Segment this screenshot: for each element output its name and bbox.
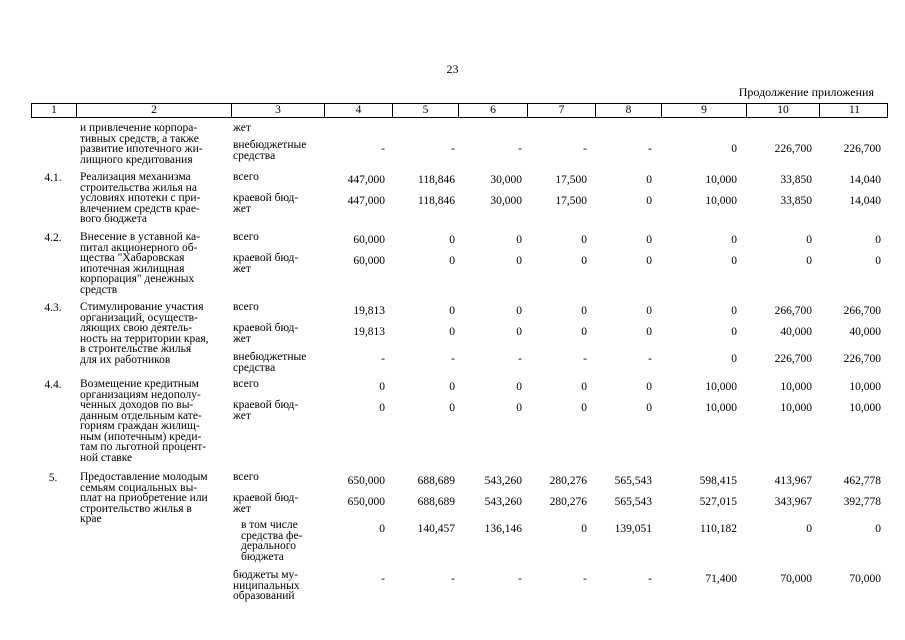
row-index: 4.3. [44,302,62,314]
table-cell-value: 447,000 [347,174,385,186]
funding-source-line: средства [233,149,276,162]
table-cell-value: 30,000 [490,174,522,186]
table-cell-value: 70,000 [780,573,812,585]
description-line: там по льготной процент- [80,441,207,453]
table-cell-value: 527,015 [699,496,737,508]
description-line: ченных доходов по вы- [80,399,194,411]
table-cell-value: 447,000 [347,195,385,207]
table-cell-value: 60,000 [353,234,385,246]
header-cell-10: 10 [746,104,819,117]
table-cell-value: 110,182 [700,523,737,535]
funding-source-line: всего [233,231,259,243]
table-cell-value: - [451,353,455,365]
description-line: влечением средств крае- [80,202,200,215]
table-cell-value: 0 [731,234,737,246]
table-cell-value: 10,000 [705,381,737,393]
description-line: вого бюджета [80,213,148,225]
table-cell-value: 0 [731,255,737,267]
funding-source-line: всего [233,301,259,313]
table-cell-value: - [518,353,522,365]
row-index: 5. [48,472,58,484]
funding-source-line: жет [233,262,251,275]
table-cell-value: 343,967 [774,496,812,508]
funding-source-line: краевой бюд- [233,492,299,504]
table-cell-value: 0 [875,523,881,535]
table-cell-value: 0 [516,402,522,414]
table-cell-value: 0 [646,195,652,207]
description-line: данным отдельным кате- [80,409,202,422]
table-cell-value: 10,000 [705,195,737,207]
funding-source-line: краевой бюд- [233,399,299,411]
table-cell-value: 40,000 [849,326,881,338]
table-cell-value: 392,778 [843,496,881,508]
header-cell-1: 1 [51,104,57,116]
table-cell-value: 0 [731,326,737,338]
table-cell-value: 140,457 [417,523,455,535]
table-cell-value: 0 [646,305,652,317]
table-cell-value: 280,276 [549,475,587,487]
table-cell-value: - [648,143,652,155]
table-cell-value: 0 [449,402,455,414]
row-description [80,172,200,225]
table-cell-value: 19,813 [353,326,385,338]
funding-source-line: образований [233,590,295,602]
funding-source-line: внебюджетные [233,351,307,363]
page-number: 23 [446,62,459,76]
table-cell-value: 30,000 [490,195,522,207]
description-line: организациям недополу- [80,388,201,401]
table-cell-value: 118,846 [418,195,455,207]
table-cell-value: 0 [646,381,652,393]
table-cell-value: 0 [449,234,455,246]
funding-source-label [233,352,306,373]
table-cell-value: 10,000 [705,174,737,186]
funding-source-line: жет [233,202,251,215]
funding-source-line: в том числе [241,519,298,531]
funding-source-label [233,570,300,602]
table-cell-value: 136,146 [484,523,522,535]
description-line: Стимулирование участия [80,301,204,313]
description-line: гориям граждан жилищ- [80,420,200,432]
table-cell-value: 0 [581,255,587,267]
funding-source-line: краевой бюд- [233,322,299,334]
description-line: ипотечная жилищная [80,262,185,275]
table-cell-value: 10,000 [849,381,881,393]
funding-source-line: всего [233,378,259,390]
table-cell-value: 0 [516,381,522,393]
row-description [80,302,209,365]
header-cell-11: 11 [819,104,889,117]
description-line: развитие ипотечного жи- [80,143,203,155]
table-cell-value: 10,000 [849,402,881,414]
table-cell-value: 19,813 [353,305,385,317]
description-line: семьям социальных вы- [80,481,198,494]
table-cell-value: 543,260 [484,475,522,487]
row-description [80,232,200,295]
table-cell-value: - [518,573,522,585]
description-line: строительства жилья на [80,181,197,194]
table-cell-value: 10,000 [705,402,737,414]
table-cell-value: 650,000 [347,496,385,508]
table-cell-value: 0 [646,402,652,414]
description-line: ность на территории края, [80,332,209,345]
header-cell-6: 6 [458,104,527,117]
funding-source-line: средства [233,361,276,374]
description-line: строительство жилья в [80,502,192,515]
table-cell-value: 0 [646,234,652,246]
funding-source-label [233,302,259,313]
table-cell-value: 462,778 [843,475,881,487]
funding-source-line: внебюджетные [233,139,307,151]
table-cell-value: 0 [379,523,385,535]
table-cell-value: 0 [581,326,587,338]
table-cell-value: - [518,143,522,155]
table-cell-value: 0 [516,326,522,338]
table-cell-value: 0 [806,523,812,535]
description-line: Возмещение кредитным [80,378,199,390]
funding-source-label [233,472,259,483]
table-cell-value: 0 [646,174,652,186]
table-cell-value: 0 [516,234,522,246]
table-cell-value: - [451,143,455,155]
table-header [31,103,888,118]
funding-source-line: жет [233,122,251,134]
table-cell-value: 598,415 [699,475,737,487]
funding-source-line: бюджеты му- [233,569,299,581]
table-cell-value: 0 [875,255,881,267]
header-cell-8: 8 [595,104,661,117]
description-line: корпорация" денежных [80,273,195,285]
funding-source-label [233,193,298,214]
funding-source-label [233,140,306,161]
funding-source-line: всего [233,171,259,183]
row-index: 4.2. [44,232,62,244]
table-cell-value: - [583,353,587,365]
description-line: в строительстве жилья [80,343,192,355]
table-cell-value: 0 [449,305,455,317]
table-cell-value: 17,500 [555,174,587,186]
description-line: Внесение в уставной ка- [80,231,200,243]
table-cell-value: 10,000 [780,381,812,393]
description-line: Реализация механизма [80,171,191,183]
table-cell-value: - [583,143,587,155]
table-cell-value: 543,260 [484,496,522,508]
table-cell-value: 0 [581,402,587,414]
table-cell-value: 565,543 [614,475,652,487]
row-index: 4.1. [44,172,62,184]
table-cell-value: 0 [449,381,455,393]
row-index: 4.4. [44,379,62,391]
table-cell-value: 688,689 [417,496,455,508]
funding-source-line: краевой бюд- [233,192,299,204]
table-cell-value: - [583,573,587,585]
table-cell-value: 226,700 [774,143,812,155]
header-cell-7: 7 [527,104,595,117]
header-cell-2: 2 [76,104,231,117]
description-line: ной ставке [80,451,133,464]
table-cell-value: 0 [646,326,652,338]
table-cell-value: 226,700 [843,353,881,365]
table-cell-value: 0 [731,353,737,365]
table-cell-value: 226,700 [774,353,812,365]
table-cell-value: - [648,573,652,585]
description-line: плат на приобретение или [80,492,208,504]
table-cell-value: 33,850 [780,195,812,207]
funding-source-label [233,400,298,421]
table-cell-value: 17,500 [555,195,587,207]
header-cell-5: 5 [392,104,458,117]
table-cell-value: 0 [379,381,385,393]
table-cell-value: 0 [581,523,587,535]
description-line: питал акционерного об- [80,241,198,254]
description-line: Предоставление молодым [80,471,208,483]
table-cell-value: 0 [449,255,455,267]
table-cell-value: - [451,573,455,585]
table-cell-value: - [381,143,385,155]
funding-source-line: жет [233,332,251,345]
description-line: для их работников [80,353,171,366]
table-cell-value: 0 [581,381,587,393]
funding-source-label [233,323,298,344]
table-cell-value: 266,700 [843,305,881,317]
row-description [80,379,206,463]
table-cell-value: 0 [581,234,587,246]
table-cell-value: 0 [516,255,522,267]
table-cell-value: 280,276 [549,496,587,508]
table-cell-value: 33,850 [780,174,812,186]
description-line: тивных средств, а также [80,132,199,145]
row-description [80,123,203,165]
table-cell-value: 139,051 [614,523,652,535]
table-cell-value: 0 [731,143,737,155]
table-cell-value: 0 [646,255,652,267]
table-cell-value: 266,700 [774,305,812,317]
funding-source-label [233,493,298,514]
table-cell-value: - [648,353,652,365]
description-line: условиях ипотеки с при- [80,192,201,204]
table-cell-value: 0 [449,326,455,338]
description-line: и привлечение корпора- [80,122,198,134]
table-cell-value: 650,000 [347,475,385,487]
description-line: крае [80,513,102,525]
table-cell-value: 40,000 [780,326,812,338]
table-cell-value: 0 [806,234,812,246]
description-line: ным (ипотечным) креди- [80,430,202,443]
table-cell-value: 14,040 [849,174,881,186]
funding-source-label [241,520,302,562]
description-line: ляющих свою деятель- [80,322,193,334]
table-cell-value: 0 [731,305,737,317]
funding-source-line: бюджета [241,550,284,563]
table-cell-value: 413,967 [774,475,812,487]
table-cell-value: 565,543 [614,496,652,508]
funding-source-line: ниципальных [233,579,300,592]
funding-source-line: всего [233,471,259,483]
funding-source-line: дерального [241,540,296,552]
funding-source-line: средства фе- [241,529,303,542]
table-cell-value: 0 [875,234,881,246]
table-cell-value: 118,846 [418,174,455,186]
table-cell-value: 0 [516,305,522,317]
description-line: средств [80,283,118,296]
funding-source-line: жет [233,502,251,515]
description-line: организаций, осуществ- [80,311,198,324]
table-cell-value: - [381,353,385,365]
table-cell-value: 688,689 [417,475,455,487]
table-cell-value: 14,040 [849,195,881,207]
header-cell-4: 4 [324,104,392,117]
table-cell-value: 0 [379,402,385,414]
description-line: щества "Хабаровская [80,252,185,264]
funding-source-label [233,379,259,390]
funding-source-label [233,172,259,183]
funding-source-label [233,253,298,274]
table-cell-value: - [381,573,385,585]
funding-source-line: краевой бюд- [233,252,299,264]
table-cell-value: 70,000 [849,573,881,585]
row-description [80,472,208,525]
description-line: лищного кредитования [80,153,193,166]
table-cell-value: 60,000 [353,255,385,267]
header-cell-3: 3 [231,104,324,117]
funding-source-line: жет [233,409,251,422]
header-cell-9: 9 [661,104,746,117]
table-cell-value: 71,400 [705,573,737,585]
funding-source-label [233,123,251,134]
table-cell-value: 0 [806,255,812,267]
table-cell-value: 226,700 [843,143,881,155]
continuation-label: Продолжение приложения [738,85,874,99]
table-cell-value: 0 [581,305,587,317]
funding-source-label [233,232,259,243]
table-cell-value: 10,000 [780,402,812,414]
